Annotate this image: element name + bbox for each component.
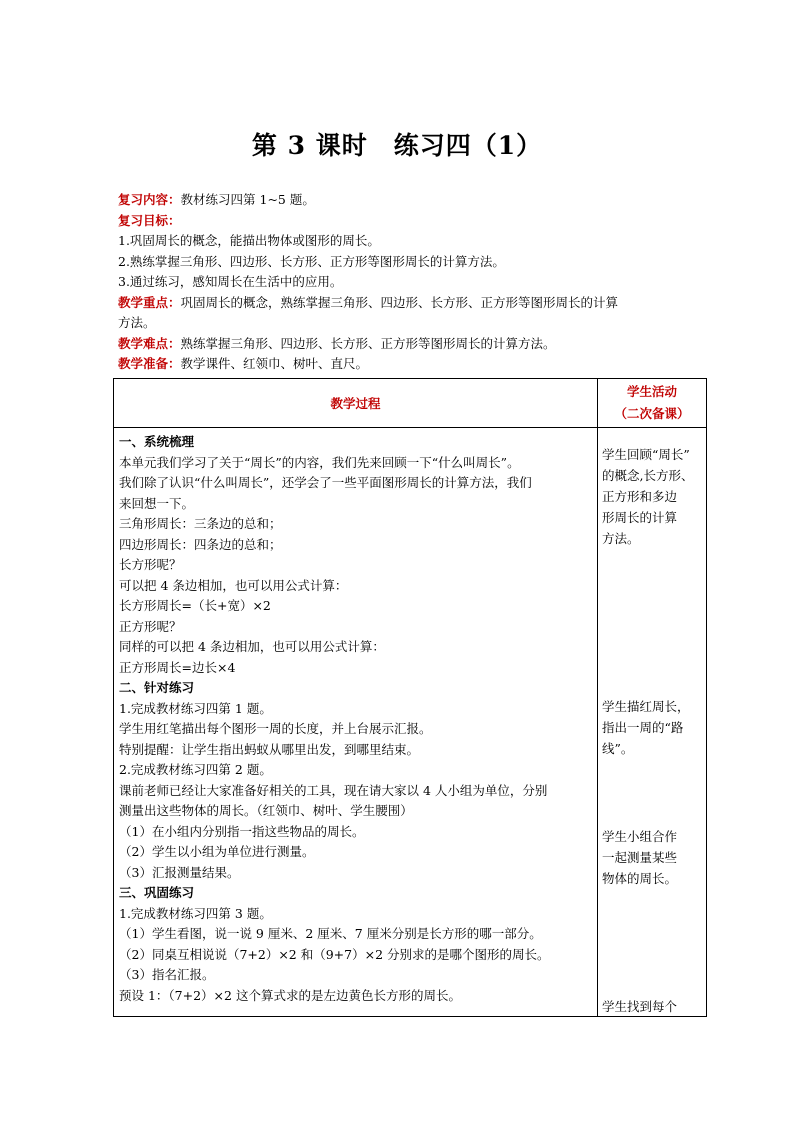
- review-line: [118, 190, 718, 211]
- review-text: 教材练习四第 1~5 题。: [180, 192, 315, 207]
- process-line: 课前老师已经让大家准备好相关的工具，现在请大家以 4 人小组为单位，分别: [119, 782, 548, 798]
- activity-line: 正方形和多边: [602, 489, 678, 504]
- goal-item: 1.巩固周长的概念，能描出物体或图形的周长。: [118, 233, 380, 248]
- key-label: 教学重点：: [118, 294, 181, 310]
- process-line: 来回想一下。: [119, 495, 195, 511]
- activity-block: [602, 996, 677, 1017]
- key-line: [118, 293, 718, 314]
- prep-text: 教学课件、红领巾、树叶、直尺。: [180, 356, 369, 371]
- activity-block: [602, 826, 677, 889]
- activity-line: 学生小组合作: [602, 829, 678, 844]
- process-line: 预设 1：（7+2）×2 这个算式求的是左边黄色长方形的周长。: [119, 987, 461, 1003]
- goal-item: 2.熟练掌握三角形、四边形、长方形、正方形等图形周长的计算方法。: [118, 253, 505, 269]
- process-header: [114, 379, 598, 428]
- key-line-cont: 方法。: [118, 315, 156, 330]
- goals-label: 复习目标：: [118, 212, 181, 228]
- activity-line: 的概念,长方形、: [602, 468, 694, 483]
- activity-content: [598, 428, 707, 1017]
- activity-line: 学生回顾“周长”: [602, 447, 690, 462]
- activity-header-line1: 学生活动: [626, 384, 677, 399]
- table-body-row: [114, 428, 707, 1017]
- section-heading: 二、针对练习: [119, 680, 195, 695]
- activity-line: 学生找到每个: [602, 999, 678, 1014]
- process-line: 本单元我们学习了关于“周长”的内容，我们先来回顾一下“什么叫周长”。: [119, 454, 520, 470]
- process-line: 长方形呢？: [119, 557, 182, 572]
- process-line: 三角形周长：三条边的总和；: [119, 516, 282, 531]
- section-heading: 三、巩固练习: [119, 885, 195, 900]
- process-line: （2）同桌互相说说（7+2）×2 和（9+7）×2 分别求的是哪个图形的周长。: [119, 946, 550, 962]
- process-line: 四边形周长：四条边的总和；: [119, 536, 282, 552]
- process-line: 学生用红笔描出每个图形一周的长度，并上台展示汇报。: [119, 721, 432, 736]
- activity-line: 学生描红周长，: [602, 699, 690, 714]
- activity-line: 形周长的计算: [602, 510, 678, 525]
- process-content: [114, 428, 598, 1017]
- lesson-meta: [118, 190, 718, 375]
- difficulty-text: 熟练掌握三角形、四边形、长方形、正方形等图形周长的计算方法。: [180, 335, 556, 351]
- process-line: 正方形周长=边长×4: [119, 659, 236, 675]
- process-line: （3）汇报测量结果。: [119, 864, 240, 880]
- process-line: （2）学生以小组为单位进行测量。: [119, 844, 315, 859]
- activity-line: 方法。: [602, 531, 640, 546]
- prep-line: [118, 354, 718, 375]
- prep-label: 教学准备：: [118, 356, 181, 371]
- difficulty-label: 教学难点：: [118, 335, 181, 351]
- process-line: 我们除了认识“什么叫周长”，还学会了一些平面图形周长的计算方法，我们: [119, 475, 532, 490]
- process-line: （1）在小组内分别指一指这些物品的周长。: [119, 823, 365, 839]
- process-line: 特别提醒：让学生指出蚂蚁从哪里出发，到哪里结束。: [119, 741, 420, 757]
- process-header-label: 教学过程: [330, 396, 381, 411]
- table-header-row: [114, 379, 707, 428]
- activity-line: 一起测量某些: [602, 850, 678, 865]
- activity-line: 物体的周长。: [602, 871, 678, 886]
- page-title: 第 3 课时 练习四（1）: [251, 131, 543, 160]
- process-line: 测量出这些物体的周长。（红领巾、树叶、学生腰围）: [119, 803, 413, 818]
- process-line: 同样的可以把 4 条边相加，也可以用公式计算：: [119, 639, 385, 654]
- process-line: 1.完成教材练习四第 3 题。: [119, 905, 272, 921]
- goals-line: [118, 211, 718, 232]
- goal-item: 3.通过练习，感知周长在生活中的应用。: [118, 274, 343, 289]
- key-text: 巩固周长的概念，熟练掌握三角形、四边形、长方形、正方形等图形周长的计算: [180, 294, 619, 310]
- section-heading: 一、系统梳理: [119, 434, 195, 449]
- review-label: 复习内容：: [118, 192, 181, 207]
- process-line: 可以把 4 条边相加，也可以用公式计算：: [119, 577, 348, 593]
- process-line: （3）指名汇报。: [119, 967, 215, 982]
- process-line: 1.完成教材练习四第 1 题。: [119, 700, 272, 716]
- activity-line: 线”。: [602, 741, 634, 756]
- process-line: （1）学生看图，说一说 9 厘米、2 厘米、7 厘米分别是长方形的哪一部分。: [119, 926, 542, 941]
- activity-header: [598, 379, 707, 428]
- activity-header-line2: （二次备课）: [614, 406, 690, 421]
- activity-block: [602, 444, 693, 549]
- process-line: 2.完成教材练习四第 2 题。: [119, 762, 272, 777]
- lesson-table: [113, 378, 707, 1017]
- activity-block: [602, 696, 690, 759]
- activity-line: 指出一周的“路: [602, 720, 684, 735]
- process-line: 长方形周长=（长+宽）×2: [119, 598, 271, 613]
- process-line: 正方形呢？: [119, 618, 182, 634]
- difficulty-line: [118, 334, 718, 355]
